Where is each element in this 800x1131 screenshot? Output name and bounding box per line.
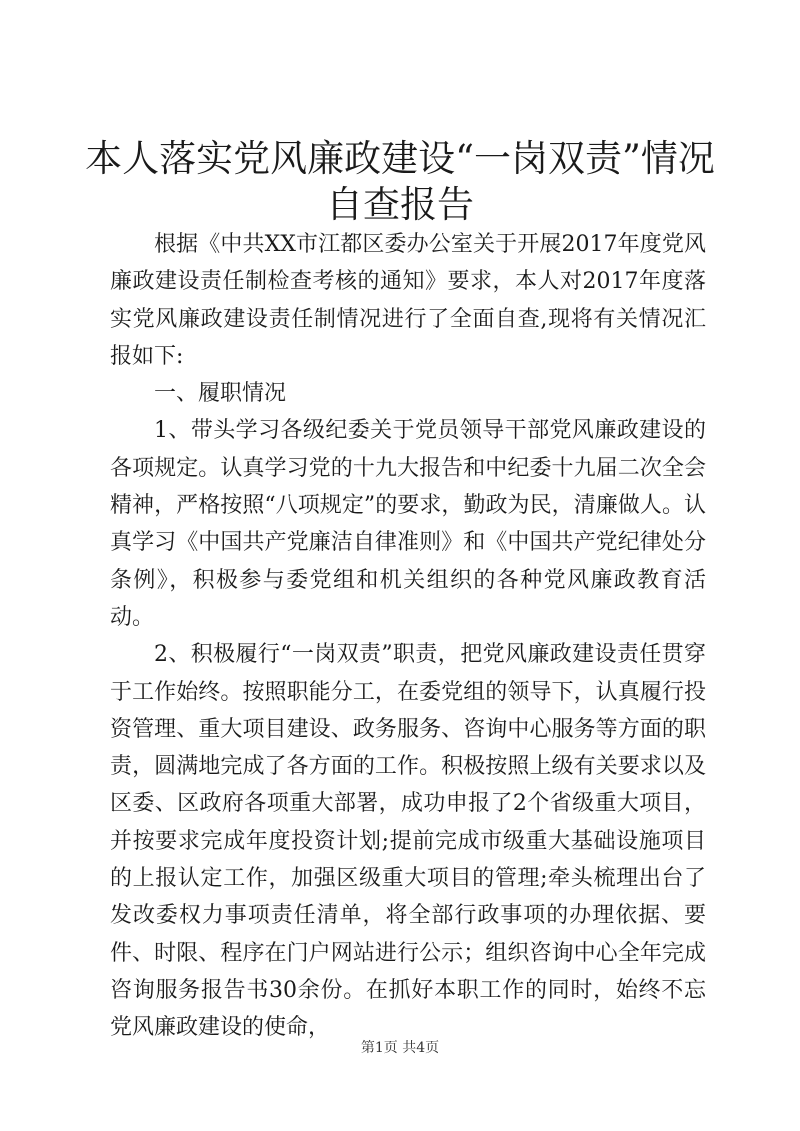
intro-paragraph: 根据《中共XX市江都区委办公室关于开展2017年度党风廉政建设责任制检查考核的通知》要求，本人对2017年度落实党风廉政建设责任制情况进行了全面自查,现将有关情况汇报如下:	[110, 232, 706, 369]
document-body	[110, 226, 706, 1047]
page-number: 第1页 共4页	[360, 1040, 440, 1056]
body-paragraph: 1、带头学习各级纪委关于党员领导干部党风廉政建设的各项规定。认真学习党的十九大报告和中纪委十九届二次全会精神，严格按照“八项规定”的要求，勤政为民，清廉做人。认真学习《中国共产党廉洁自律准则》和《中国共产党纪律处分条例》，积极参与委党组和机关组织的各种党风廉政教育活动。	[110, 418, 706, 630]
section-heading: 一、履职情况	[154, 381, 287, 407]
page-footer	[0, 1038, 800, 1058]
body-paragraph: 2、积极履行“一岗双责”职责，把党风廉政建设责任贯穿于工作始终。按照职能分工，在委党组的领导下，认真履行投资管理、重大项目建设、政务服务、咨询中心服务等方面的职责，圆满地完成了各方面的工作。积极按照上级有关要求以及区委、区政府各项重大部署，成功申报了2个省级重大项目，并按要求完成年度投资计划;提前完成市级重大基础设施项目的上报认定工作，加强区级重大项目的管理;牵头梳理出台了发改委权力事项责任清单，将全部行政事项的办理依据、要件、时限、程序在门户网站进行公示；组织咨询中心全年完成咨询服务报告书30余份。在抓好本职工作的同时，始终不忘党风廉政建设的使命，	[110, 642, 706, 1041]
document-title: 本人落实党风廉政建设“一岗双责”情况自查报告	[85, 137, 715, 226]
